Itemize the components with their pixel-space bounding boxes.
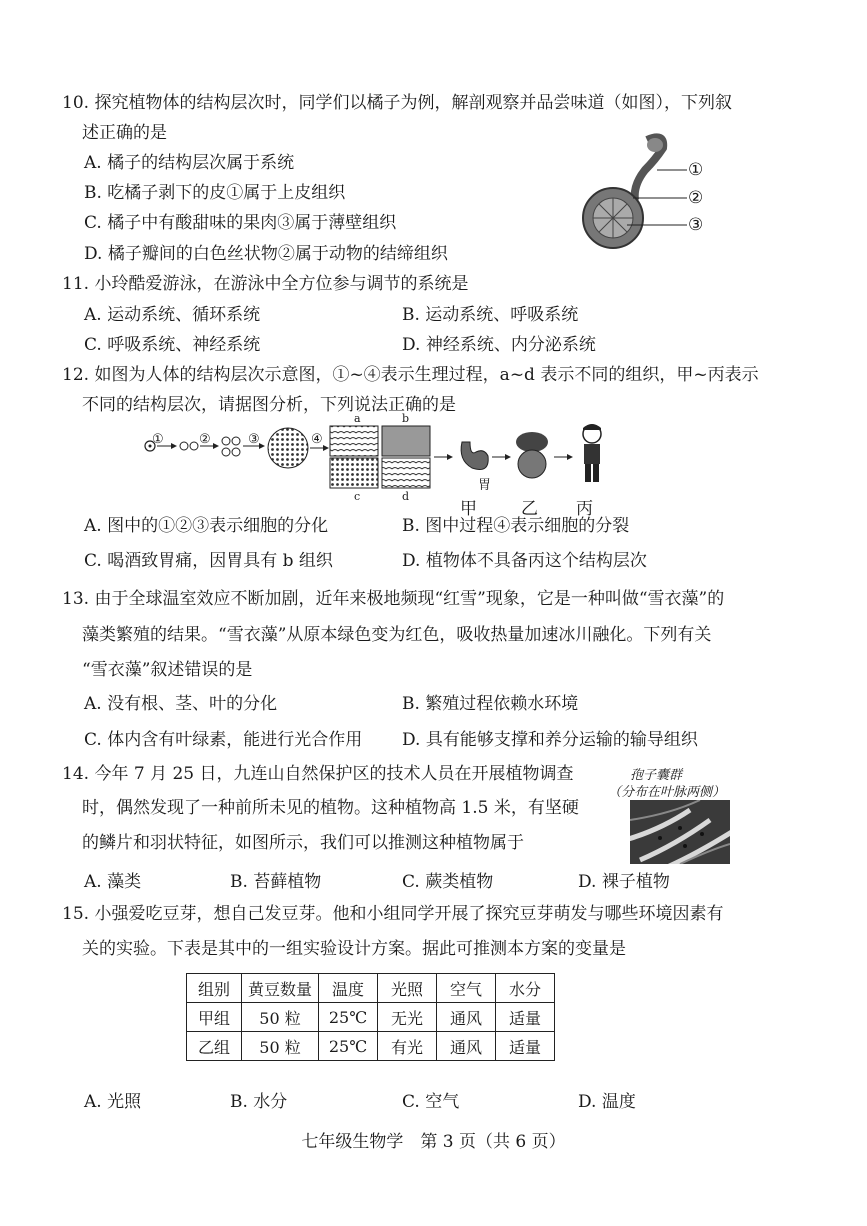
tissue-a	[330, 426, 378, 456]
q10-option-d: D. 橘子瓣间的白色丝状物②属于动物的结缔组织	[84, 244, 448, 264]
tissue-d	[382, 458, 430, 488]
table-header: 空气	[437, 974, 496, 1003]
table-cell: 甲组	[187, 1003, 242, 1032]
table-header-row	[187, 974, 555, 1003]
q15-stem-line2: 关的实验。下表是其中的一组实验设计方案。据此可推测本方案的变量是	[82, 939, 626, 959]
q12-option-b: B. 图中过程④表示细胞的分裂	[402, 516, 630, 536]
fern-photo	[630, 800, 730, 864]
q10-option-c: C. 橘子中有酸甜味的果肉③属于薄壁组织	[84, 213, 397, 233]
orange-peel-tip	[647, 138, 663, 152]
stomach-organ	[461, 442, 488, 470]
q10-stem-line2: 述正确的是	[82, 123, 167, 143]
q10-label-3: ③	[688, 215, 704, 235]
table-cell: 25℃	[319, 1003, 378, 1032]
q12-step-4: ④	[311, 432, 323, 447]
q12-stem-line1: 12. 如图为人体的结构层次示意图，①~④表示生理过程，a~d 表示不同的组织，甲~丙表示	[62, 365, 759, 385]
table-header: 黄豆数量	[242, 974, 319, 1003]
q14-stem-line1: 14. 今年 7 月 25 日，九连山自然保护区的技术人员在开展植物调查	[62, 764, 574, 784]
table-header: 组别	[187, 974, 242, 1003]
table-cell: 适量	[496, 1003, 555, 1032]
q12-option-c: C. 喝酒致胃痛，因胃具有 b 组织	[84, 551, 333, 571]
q10-stem-line1: 10. 探究植物体的结构层次时，同学们以橘子为例，解剖观察并品尝味道（如图），下列叙	[62, 93, 732, 113]
q14-caption-1: 孢子囊群	[630, 768, 683, 783]
q12-tissue-label-a: a	[354, 412, 361, 425]
table-cell: 乙组	[187, 1032, 242, 1061]
page-footer: 七年级生物学 第 3 页（共 6 页）	[301, 1132, 566, 1152]
q14-caption-2: （分布在叶脉两侧）	[608, 785, 726, 800]
q11-option-a: A. 运动系统、循环系统	[84, 305, 261, 325]
table-cell: 50 粒	[242, 1003, 319, 1032]
table-cell: 通风	[437, 1032, 496, 1061]
q10-option-a: A. 橘子的结构层次属于系统	[84, 153, 295, 173]
q15-option-a: A. 光照	[84, 1092, 142, 1112]
q10-label-1: ①	[688, 160, 704, 180]
q10-label-2: ②	[688, 188, 704, 208]
digestive-intestine	[518, 450, 546, 478]
tissue-c	[330, 458, 378, 488]
table-cell: 通风	[437, 1003, 496, 1032]
q13-option-c: C. 体内含有叶绿素，能进行光合作用	[84, 730, 363, 750]
q15-stem-line1: 15. 小强爱吃豆芽，想自己发豆芽。他和小组同学开展了探究豆芽萌发与哪些环境因素有	[62, 904, 724, 924]
q12-stem-line2: 不同的结构层次，请据图分析，下列说法正确的是	[82, 395, 456, 415]
cell-mass	[268, 428, 308, 468]
q12-tissue-label-d: d	[402, 490, 410, 503]
q13-option-b: B. 繁殖过程依赖水环境	[402, 694, 579, 714]
table-cell: 25℃	[319, 1032, 378, 1061]
q13-stem-line3: “雪衣藻”叙述错误的是	[82, 660, 253, 680]
q15-option-c: C. 空气	[402, 1092, 460, 1112]
q15-option-d: D. 温度	[578, 1092, 636, 1112]
table-header: 温度	[319, 974, 378, 1003]
q14-stem-line2: 时，偶然发现了一种前所未见的植物。这种植物高 1.5 米，有坚硬	[82, 798, 579, 818]
q12-step-3: ③	[248, 432, 260, 447]
table-cell: 有光	[378, 1032, 437, 1061]
table-cell: 50 粒	[242, 1032, 319, 1061]
q10-option-b: B. 吃橘子剥下的皮①属于上皮组织	[84, 183, 346, 203]
q11-option-d: D. 神经系统、内分泌系统	[402, 335, 596, 355]
tissue-b	[382, 426, 430, 456]
table-row	[187, 1003, 555, 1032]
q12-step-2: ②	[199, 432, 211, 447]
q12-tissue-label-b: b	[402, 412, 410, 425]
q13-option-a: A. 没有根、茎、叶的分化	[84, 694, 278, 714]
q12-level-jia: 甲	[460, 499, 477, 519]
table-header: 光照	[378, 974, 437, 1003]
q11-stem: 11. 小玲酷爱游泳，在游泳中全方位参与调节的系统是	[62, 274, 469, 294]
table-row	[187, 1032, 555, 1061]
q12-level-yi: 乙	[521, 499, 538, 519]
table-cell: 无光	[378, 1003, 437, 1032]
q12-organ-label: 胃	[478, 478, 492, 493]
person-body	[584, 444, 600, 464]
q12-level-bing: 丙	[576, 499, 593, 519]
q13-option-d: D. 具有能够支撑和养分运输的输导组织	[402, 730, 698, 750]
q15-option-b: B. 水分	[230, 1092, 288, 1112]
body-structure-diagram	[140, 412, 640, 512]
q14-option-c: C. 蕨类植物	[402, 872, 494, 892]
experiment-table	[186, 973, 555, 1061]
q14-option-b: B. 苔藓植物	[230, 872, 322, 892]
q12-option-d: D. 植物体不具备丙这个结构层次	[402, 551, 647, 571]
q11-option-b: B. 运动系统、呼吸系统	[402, 305, 579, 325]
q12-step-1: ①	[152, 432, 164, 447]
q12-tissue-label-c: c	[354, 490, 361, 503]
table-cell: 适量	[496, 1032, 555, 1061]
digestive-liver	[516, 432, 548, 452]
q14-stem-line3: 的鳞片和羽状特征，如图所示，我们可以推测这种植物属于	[82, 833, 524, 853]
q13-stem-line1: 13. 由于全球温室效应不断加剧，近年来极地频现“红雪”现象，它是一种叫做“雪衣藻”的	[62, 589, 725, 609]
q11-option-c: C. 呼吸系统、神经系统	[84, 335, 261, 355]
q13-stem-line2: 藻类繁殖的结果。“雪衣藻”从原本绿色变为红色，吸收热量加速冰川融化。下列有关	[82, 625, 712, 645]
q12-option-a: A. 图中的①②③表示细胞的分化	[84, 516, 329, 536]
q14-option-a: A. 藻类	[84, 872, 142, 892]
q14-option-d: D. 裸子植物	[578, 872, 670, 892]
table-header: 水分	[496, 974, 555, 1003]
